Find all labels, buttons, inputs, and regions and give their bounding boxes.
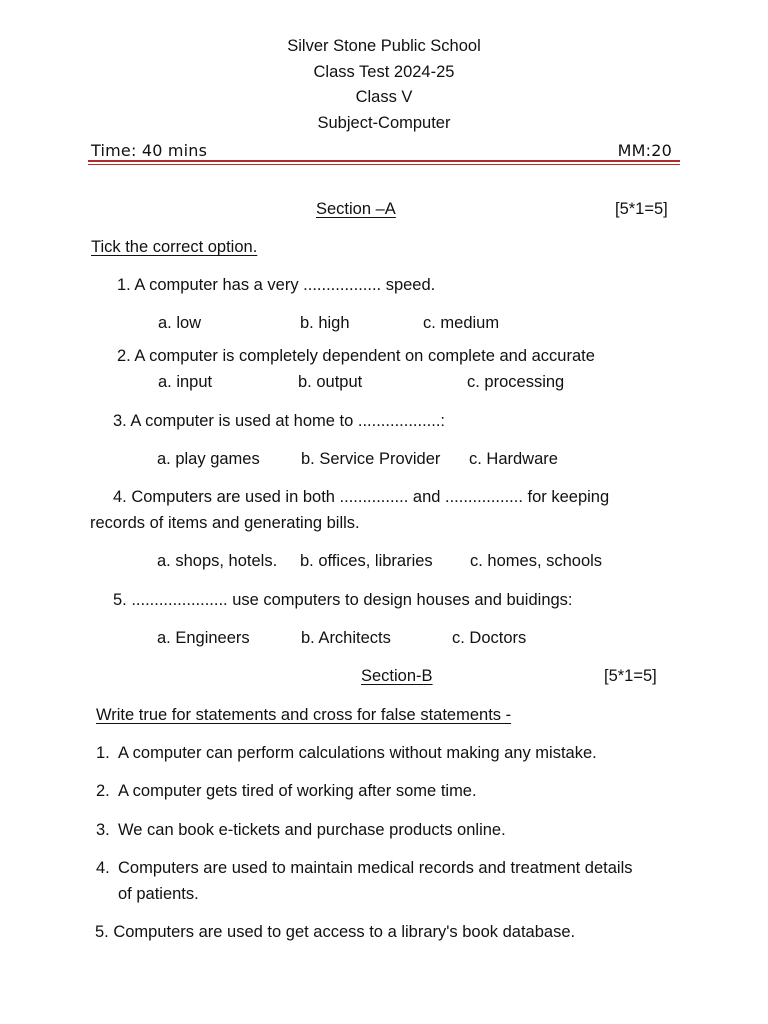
header-rule-bottom (88, 164, 680, 165)
school-name: Silver Stone Public School (287, 37, 481, 55)
question-2: 2. A computer is completely dependent on complete and accurate (117, 347, 595, 365)
q5-option-a: a. Engineers (157, 629, 250, 647)
q4-option-c: c. homes, schools (470, 552, 603, 570)
statement-3: We can book e-tickets and purchase products online. (118, 821, 506, 839)
q1-option-b: b. high (300, 314, 350, 332)
q2-option-c: c. processing (467, 373, 565, 391)
section-a-instruction: Tick the correct option. (91, 238, 258, 256)
statement-1: A computer can perform calculations without making any mistake. (118, 744, 597, 762)
question-1: 1. A computer has a very ................. speed. (117, 276, 436, 294)
subject-label: Subject-Computer (317, 114, 451, 132)
q4-option-a: a. shops, hotels. (157, 552, 278, 570)
time-label: Time: 40 mins (91, 141, 208, 160)
section-b-title: Section-B (361, 667, 433, 685)
class-label: Class V (355, 88, 413, 106)
q5-option-c: c. Doctors (452, 629, 527, 647)
q2-option-a: a. input (158, 373, 213, 391)
q1-option-a: a. low (158, 314, 202, 332)
max-marks-label: MM:20 (617, 141, 672, 160)
statement-2-number: 2. (96, 782, 110, 800)
question-4: 4. Computers are used in both ............... and ................. for keeping (113, 488, 610, 506)
header-rule-top (88, 160, 680, 162)
question-4-continued: records of items and generating bills. (90, 514, 360, 532)
q2-option-b: b. output (298, 373, 363, 391)
statement-4: Computers are used to maintain medical records and treatment details (118, 859, 633, 877)
section-a-title: Section –A (316, 200, 396, 218)
statement-5: 5. Computers are used to get access to a library's book database. (95, 923, 576, 941)
statement-4-continued: of patients. (118, 885, 199, 903)
q1-option-c: c. medium (423, 314, 500, 332)
statement-1-number: 1. (96, 744, 110, 762)
section-b-marks: [5*1=5] (604, 667, 657, 685)
q5-option-b: b. Architects (301, 629, 391, 647)
q3-option-c: c. Hardware (469, 450, 558, 468)
q3-option-a: a. play games (157, 450, 260, 468)
statement-4-number: 4. (96, 859, 110, 877)
statement-3-number: 3. (96, 821, 110, 839)
test-title: Class Test 2024-25 (313, 63, 455, 81)
question-3: 3. A computer is used at home to ..................: (113, 412, 445, 430)
question-5: 5. ..................... use computers to design houses and buidings: (113, 591, 573, 609)
q4-option-b: b. offices, libraries (300, 552, 433, 570)
section-a-marks: [5*1=5] (615, 200, 668, 218)
statement-2: A computer gets tired of working after some time. (118, 782, 477, 800)
section-b-instruction: Write true for statements and cross for false statements - (96, 706, 512, 724)
q3-option-b: b. Service Provider (301, 450, 441, 468)
